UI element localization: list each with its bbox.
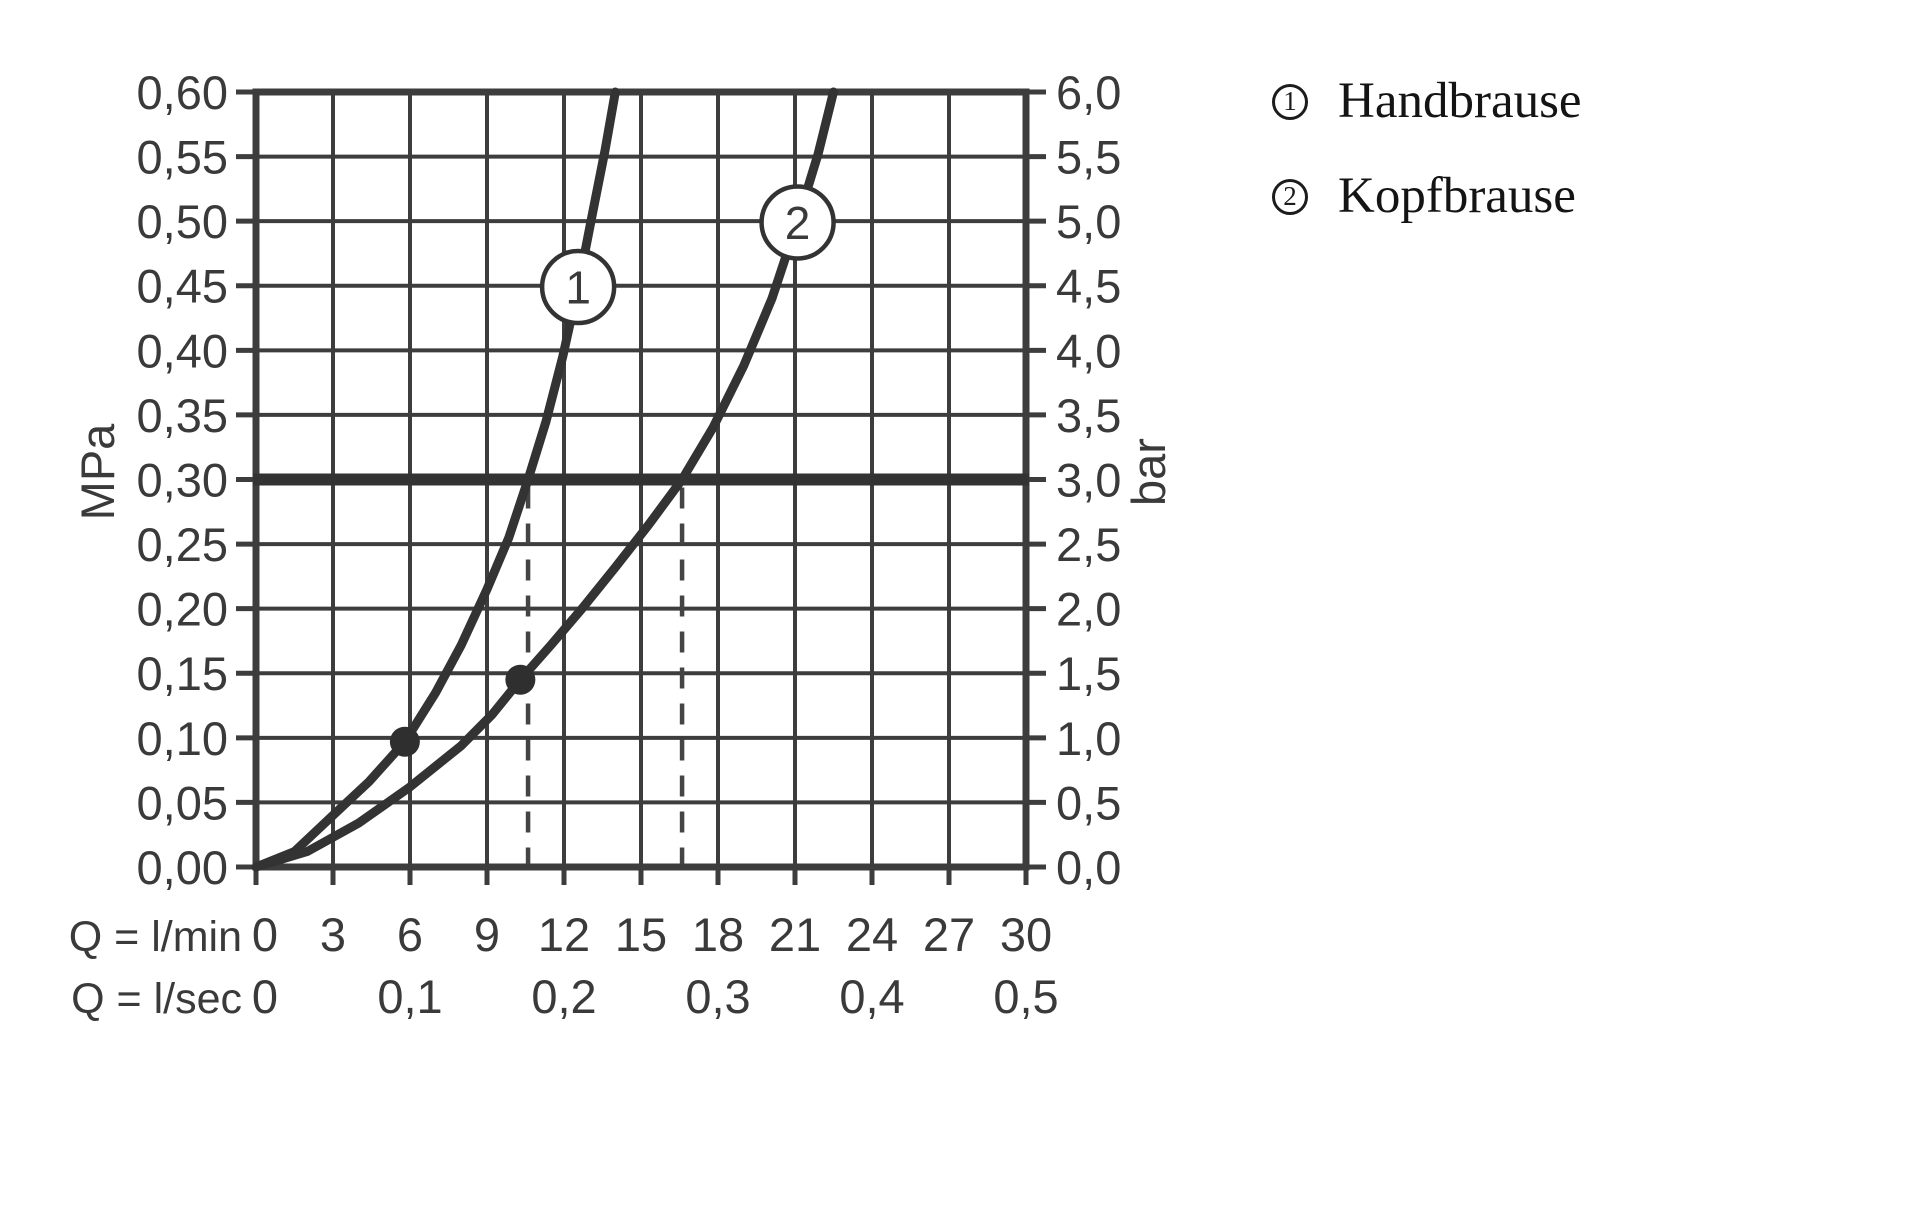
left-axis-label: 0,25 — [136, 518, 228, 572]
x-axis-label: 0 — [251, 970, 279, 1023]
left-axis-label: 0,35 — [136, 388, 228, 442]
left-axis-label: 0,40 — [136, 324, 228, 378]
x-axis-label: 18 — [691, 908, 745, 961]
left-axis-label: 0,10 — [136, 711, 228, 765]
x-axis-label: 0,2 — [531, 970, 597, 1023]
x-axis-label: 0,4 — [839, 970, 905, 1023]
legend-item-handbrause — [1272, 73, 1582, 129]
left-axis-label: 0,30 — [136, 453, 228, 507]
curve-badge-number-1: 1 — [565, 261, 591, 314]
x-axis-row-prefix: Q = l/min — [68, 913, 242, 961]
legend-symbol-2: 2 — [1272, 179, 1308, 215]
right-axis-label: 0,5 — [1056, 776, 1122, 830]
marker-dot-kopfbrause — [505, 665, 535, 695]
right-axis-label: 4,5 — [1056, 259, 1122, 313]
x-axis-label: 0,1 — [377, 970, 443, 1023]
left-axis-label: 0,45 — [136, 259, 228, 313]
left-axis-label: 0,60 — [136, 65, 228, 119]
x-axis-label: 12 — [537, 908, 591, 961]
left-axis-label: 0,55 — [136, 130, 228, 184]
right-axis-label: 1,5 — [1056, 647, 1122, 701]
left-axis-label: 0,50 — [136, 195, 228, 249]
marker-dot-handbrause — [390, 727, 420, 757]
right-axis-label: 3,5 — [1056, 388, 1122, 442]
right-axis-label: 5,5 — [1056, 130, 1122, 184]
left-axis-label: 0,00 — [136, 840, 228, 894]
legend-item-kopfbrause — [1272, 168, 1582, 224]
x-axis-label: 30 — [999, 908, 1053, 961]
x-axis-row-prefix: Q = l/sec — [71, 975, 242, 1023]
x-axis-label: 21 — [768, 908, 822, 961]
legend — [1272, 73, 1582, 224]
right-axis-label: 0,0 — [1056, 840, 1122, 894]
x-axis-label: 24 — [845, 908, 899, 961]
right-axis-label: 4,0 — [1056, 324, 1122, 378]
x-axis-label: 0,3 — [685, 970, 751, 1023]
right-axis-label: 1,0 — [1056, 711, 1122, 765]
left-axis-unit: MPa — [70, 423, 124, 521]
x-axis-label: 6 — [396, 908, 424, 961]
left-axis-label: 0,20 — [136, 582, 228, 636]
right-axis-label: 5,0 — [1056, 195, 1122, 249]
x-axis-label: 0,5 — [993, 970, 1059, 1023]
x-axis-label: 0 — [251, 908, 279, 961]
legend-label-kopfbrause: Kopfbrause — [1338, 168, 1576, 224]
legend-symbol-1: 1 — [1272, 84, 1308, 120]
right-axis-unit: bar — [1121, 438, 1175, 506]
legend-label-handbrause: Handbrause — [1338, 73, 1582, 129]
right-axis-label: 2,0 — [1056, 582, 1122, 636]
curve-badge-number-2: 2 — [784, 197, 811, 250]
x-axis-label: 15 — [614, 908, 668, 961]
right-axis-label: 3,0 — [1056, 453, 1122, 507]
x-axis-label: 3 — [319, 908, 347, 961]
x-axis-label: 9 — [473, 908, 501, 961]
right-axis-label: 2,5 — [1056, 518, 1122, 572]
left-axis-label: 0,05 — [136, 776, 228, 830]
left-axis-label: 0,15 — [136, 647, 228, 701]
x-axis-label: 27 — [922, 908, 976, 961]
right-axis-label: 6,0 — [1056, 65, 1122, 119]
